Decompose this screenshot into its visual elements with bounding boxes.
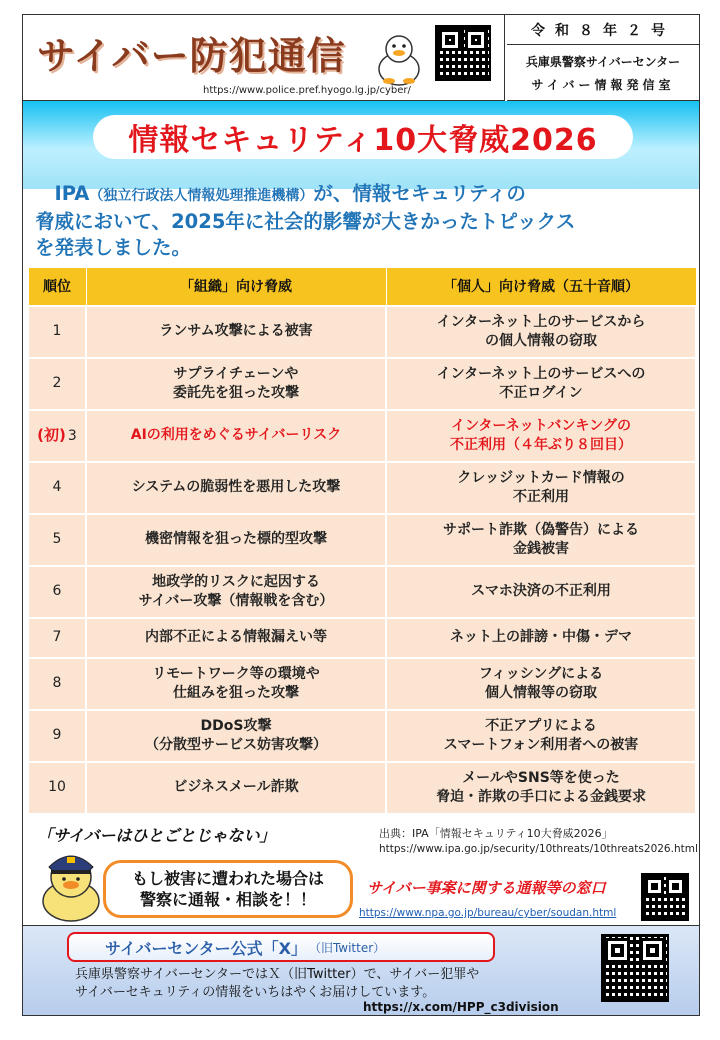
rank-cell <box>28 462 86 514</box>
personal-threat-line2: 不正ログイン <box>499 384 583 401</box>
consult-url[interactable]: https://www.npa.go.jp/bureau/cyber/soudan.html <box>359 907 617 919</box>
personal-threat-line1: サポート詐欺（偽警告）による <box>443 521 639 538</box>
intro-line1-post: が、情報セキュリティの <box>313 182 526 205</box>
personal-threat-cell <box>386 762 696 814</box>
source-url[interactable]: https://www.ipa.go.jp/security/10threats/10threats2026.html <box>379 843 698 855</box>
personal-threat-line1: インターネット上のサービスへの <box>436 365 646 382</box>
personal-threat-line2: 脅迫・詐欺の手口による金銭要求 <box>436 788 646 805</box>
rank-cell <box>28 306 86 358</box>
personal-threat-cell <box>386 358 696 410</box>
x-account-pill <box>67 932 495 962</box>
issue-number: 令和８年２号 <box>507 15 699 45</box>
personal-threat-line1: メールやSNS等を使った <box>462 769 620 786</box>
org-threat-line2: サイバー攻撃（情報戦を含む） <box>138 592 334 609</box>
header-rank: 順位 <box>28 268 86 306</box>
duck-mascot-icon <box>373 31 425 87</box>
source-label: 出典：IPA「情報セキュリティ10大脅威2026」 <box>379 827 613 840</box>
org-threat-cell <box>86 710 386 762</box>
rank-cell <box>28 762 86 814</box>
org-threat-line1: 機密情報を狙った標的型攻撃 <box>145 531 327 547</box>
org-threat-cell <box>86 462 386 514</box>
rank-cell <box>28 410 86 462</box>
rank-number: 1 <box>52 323 62 339</box>
rank-cell <box>28 618 86 658</box>
personal-threat-cell <box>386 462 696 514</box>
rank-cell <box>28 710 86 762</box>
x-body-line2: サイバーセキュリティの情報をいちはやくお届けしています。 <box>75 985 436 1000</box>
org-threat-cell <box>86 306 386 358</box>
table-row <box>28 762 696 814</box>
org-threat-cell <box>86 618 386 658</box>
intro-text <box>35 181 691 261</box>
header-right-box <box>507 15 699 101</box>
personal-threat-line1: スマホ決済の不正利用 <box>471 583 611 599</box>
x-old-name: （旧Twitter） <box>308 940 386 955</box>
org-threat-line1: AIの利用をめぐるサイバーリスク <box>130 427 342 443</box>
org-threat-line1: リモートワーク等の環境や <box>152 665 320 682</box>
personal-threat-line1: クレッジットカード情報の <box>457 469 625 486</box>
bubble-line2: 警察に通報・相談を！！ <box>139 890 316 909</box>
personal-threat-cell <box>386 306 696 358</box>
intro-line1-pre: IPA <box>35 182 90 205</box>
intro-line2: 脅威において、2025年に社会的影響が大きかったトピックス <box>35 210 576 233</box>
personal-threat-cell <box>386 514 696 566</box>
personal-threat-line2: 個人情報等の窃取 <box>485 684 597 701</box>
org-threat-line2: 委託先を狙った攻撃 <box>173 384 299 401</box>
personal-threat-line1: フィッシングによる <box>478 665 604 682</box>
rank-cell <box>28 566 86 618</box>
newsletter-brand: サイバー防犯通信 <box>37 34 346 78</box>
org-threat-cell <box>86 410 386 462</box>
rank-number: 4 <box>52 479 62 495</box>
personal-threat-line2: の個人情報の窃取 <box>485 332 597 349</box>
table-row <box>28 658 696 710</box>
table-row <box>28 514 696 566</box>
org-threat-cell <box>86 762 386 814</box>
personal-threat-line2: 金銭被害 <box>513 540 569 557</box>
org-threat-cell <box>86 658 386 710</box>
table-row <box>28 566 696 618</box>
x-url[interactable]: https://x.com/HPP_c3division <box>363 1000 559 1014</box>
rank-number: 6 <box>52 583 62 599</box>
personal-threat-line1: ネット上の誹謗・中傷・デマ <box>450 629 632 645</box>
police-duck-mascot-icon <box>31 843 113 923</box>
consult-qr-code-icon[interactable] <box>641 873 689 921</box>
org-threat-line1: 内部不正による情報漏えい等 <box>145 629 327 645</box>
org-threat-line1: ランサム攻撃による被害 <box>159 323 313 339</box>
personal-threat-line1: インターネットバンキングの <box>450 417 632 434</box>
personal-threat-line2: 不正利用 <box>513 488 569 505</box>
x-body-line1: 兵庫県警察サイバーセンターではＸ（旧Twitter）で、サイバー犯罪や <box>75 967 480 982</box>
org-division: サイバー情報発信室 <box>531 78 675 92</box>
consult-window-title: サイバー事案に関する通報等の窓口 <box>367 879 606 897</box>
threats-table <box>27 267 697 815</box>
rank-number: 7 <box>52 629 62 645</box>
org-threat-cell <box>86 514 386 566</box>
personal-threat-line1: インターネット上のサービスから <box>436 313 646 330</box>
rank-cell <box>28 514 86 566</box>
header-personal: 「個人」向け脅威（五十音順） <box>386 268 696 306</box>
x-title: サイバーセンター公式「X」 <box>105 938 307 958</box>
personal-threat-line2: 不正利用（４年ぶり８回目） <box>450 436 632 453</box>
rank-number: 10 <box>48 779 66 795</box>
rank-number: 8 <box>52 675 62 691</box>
contact-police-bubble <box>103 860 353 918</box>
org-name: 兵庫県警察サイバーセンター <box>525 55 681 69</box>
rank-number: 5 <box>52 531 62 547</box>
intro-line3: を発表しました。 <box>35 236 192 259</box>
personal-threat-line1: 不正アプリによる <box>485 717 597 734</box>
org-threat-cell <box>86 566 386 618</box>
table-row <box>28 710 696 762</box>
banner-pill <box>93 115 633 159</box>
org-threat-cell <box>86 358 386 410</box>
rank-number: 3 <box>67 427 77 444</box>
org-threat-line1: 地政学的リスクに起因する <box>152 573 320 590</box>
personal-threat-cell <box>386 658 696 710</box>
table-row <box>28 410 696 462</box>
newsletter-page <box>22 14 700 1016</box>
org-threat-line2: 仕組みを狙った攻撃 <box>173 684 299 701</box>
org-threat-line1: システムの脆弱性を悪用した攻撃 <box>131 479 341 495</box>
first-time-badge: (初) <box>37 425 66 444</box>
personal-threat-cell <box>386 710 696 762</box>
org-threat-line1: サプライチェーンや <box>173 365 299 382</box>
banner-title: 情報セキュリティ10大脅威2026 <box>128 123 598 158</box>
table-row <box>28 462 696 514</box>
x-qr-code-icon[interactable] <box>601 934 669 1002</box>
org-threat-line1: ビジネスメール詐欺 <box>173 779 299 795</box>
website-url[interactable]: https://www.police.pref.hyogo.lg.jp/cyber/ <box>203 85 411 96</box>
x-description <box>75 966 595 1002</box>
bubble-line1: もし被害に遭われた場合は <box>131 869 324 888</box>
rank-cell <box>28 658 86 710</box>
personal-threat-cell <box>386 410 696 462</box>
table-row <box>28 358 696 410</box>
intro-line1-small: （独立行政法人情報処理推進機構） <box>89 188 314 204</box>
header-title-box <box>23 15 505 101</box>
personal-threat-cell <box>386 566 696 618</box>
rank-cell <box>28 358 86 410</box>
title-banner <box>23 101 699 189</box>
rank-number: 9 <box>52 727 62 743</box>
org-threat-line2: （分散型サービス妨害攻撃） <box>145 736 327 753</box>
org-threat-line1: DDoS攻撃 <box>200 717 272 734</box>
rank-number: 2 <box>52 375 62 391</box>
header-org: 「組織」向け脅威 <box>86 268 386 306</box>
table-row <box>28 306 696 358</box>
personal-threat-line2: スマートフォン利用者への被害 <box>443 736 639 753</box>
slogan: 「サイバーはひとごとじゃない」 <box>37 826 276 845</box>
table-row <box>28 618 696 658</box>
qr-code-icon[interactable] <box>435 25 491 81</box>
footer-x-section <box>23 925 699 1015</box>
personal-threat-cell <box>386 618 696 658</box>
